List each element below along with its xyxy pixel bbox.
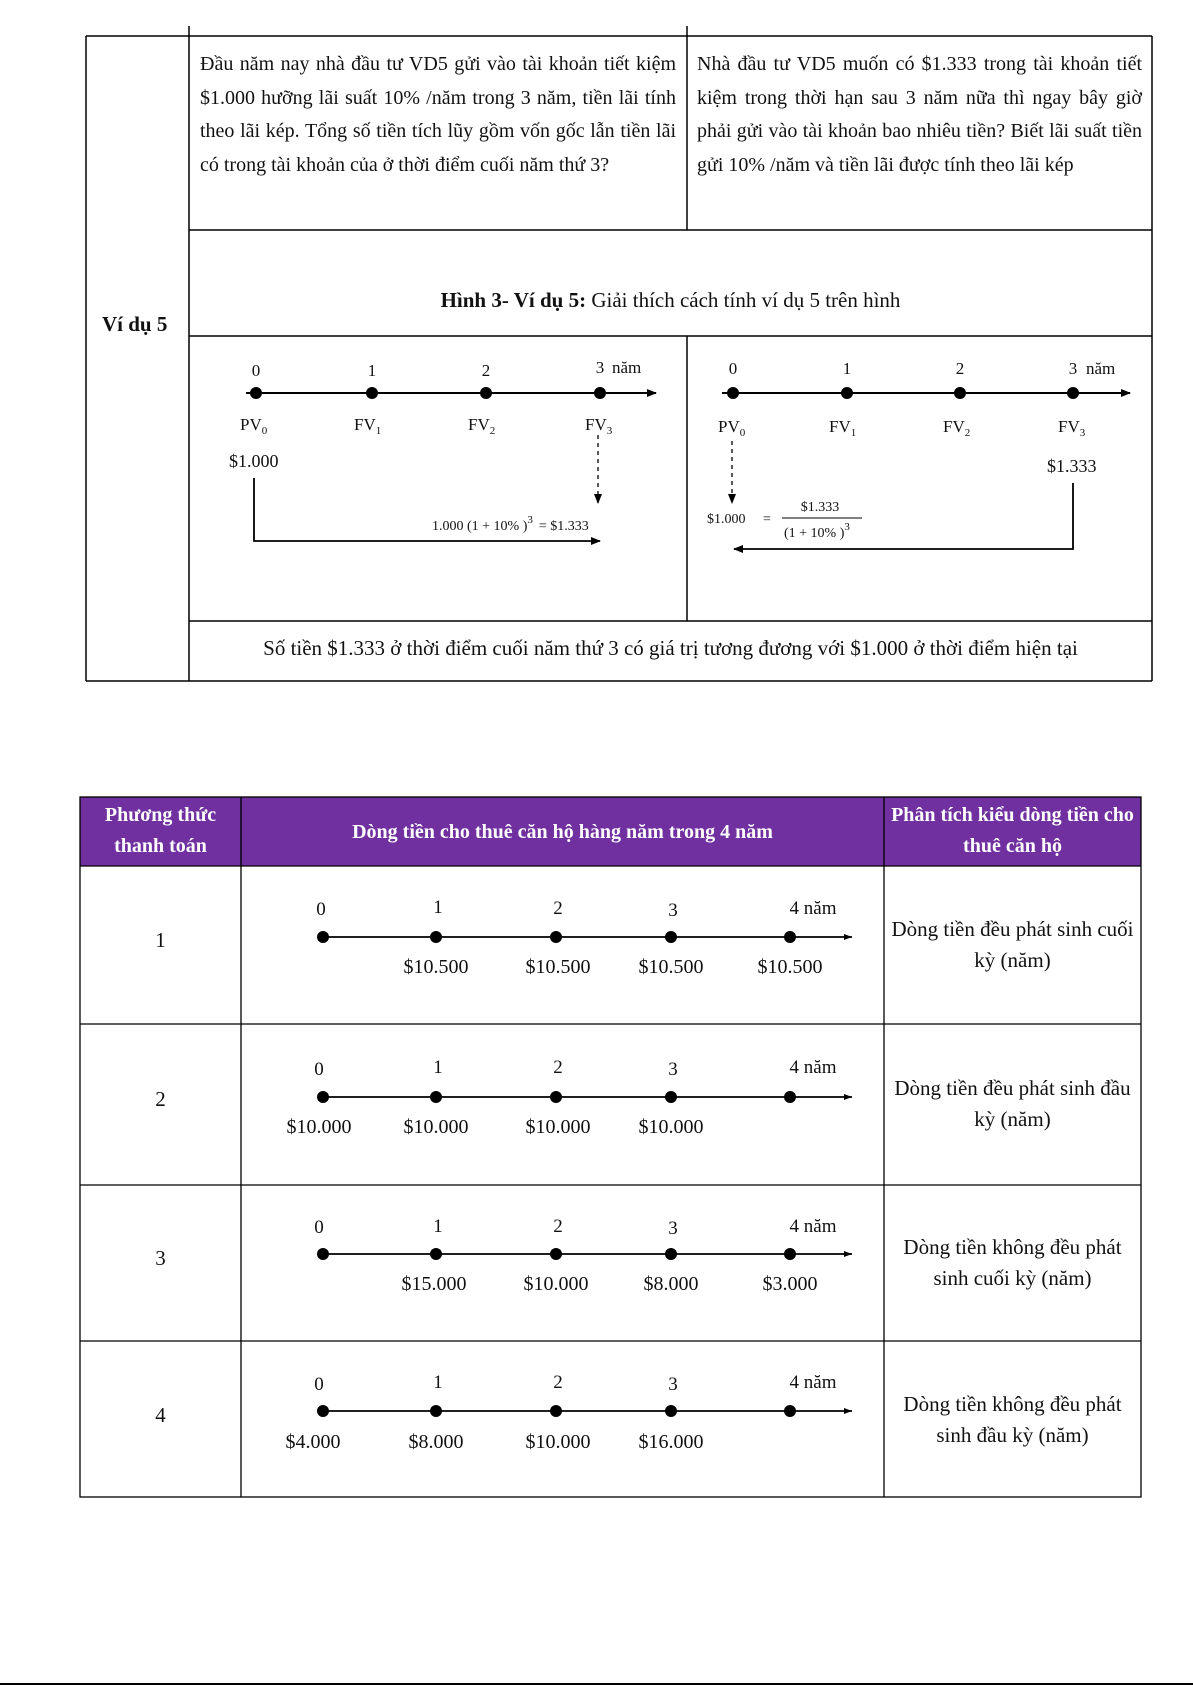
row-1-amount-4: $10.500 xyxy=(757,956,823,978)
row-3-amount-4: $3.000 xyxy=(762,1273,818,1295)
row-4-dot xyxy=(430,1405,442,1417)
header-analysis: Phân tích kiểu dòng tiền cho thuê căn hộ xyxy=(891,804,1134,857)
pv-label-fv1: $FV_1$ xyxy=(829,417,857,439)
pv-tick-1: 1 xyxy=(842,359,852,378)
pv-tick-2: 2 xyxy=(955,359,965,378)
row-1-analysis: Dòng tiền đều phát sinh cuối kỳ (năm) xyxy=(891,917,1134,972)
pv-present-amount: $1.000 xyxy=(707,512,746,527)
pv-numerator: $1.333 xyxy=(800,500,840,515)
row-2-tick-1: 1 xyxy=(433,1057,443,1078)
row-1-tick-3: 3 xyxy=(668,900,678,921)
fv-label-fv3: $FV_3$ xyxy=(585,415,613,437)
fv-tick-unit: năm xyxy=(612,358,642,377)
fv-tick-2: 2 xyxy=(481,361,491,380)
row-4-dot xyxy=(550,1405,562,1417)
row-2-tick-4: 4 năm xyxy=(789,1057,837,1078)
row-2-analysis: Dòng tiền đều phát sinh đầu kỳ (năm) xyxy=(894,1076,1131,1131)
pv-label-pv0: $PV_0$ xyxy=(718,417,746,439)
pv-denominator: (1 + 10% )$^3$ xyxy=(784,521,850,541)
row-3-tick-2: 2 xyxy=(553,1216,563,1237)
row-1-tick-1: 1 xyxy=(433,897,443,918)
row-3-amount-1: $15.000 xyxy=(401,1273,467,1295)
row-4-tick-1: 1 xyxy=(433,1372,443,1393)
fv-label-pv0: $PV_0$ xyxy=(240,415,268,437)
row-2-method: 2 xyxy=(155,1087,166,1111)
row-4-amount-0: $4.000 xyxy=(285,1431,341,1453)
row-3-amount-2: $10.000 xyxy=(523,1273,589,1295)
example-label: Ví dụ 5 xyxy=(102,312,168,336)
row-3-tick-3: 3 xyxy=(668,1218,678,1239)
fv-label-fv1: $FV_1$ xyxy=(354,415,382,437)
row-1-amount-2: $10.500 xyxy=(525,956,591,978)
row-1-method: 1 xyxy=(155,928,166,952)
row-4-tick-4: 4 năm xyxy=(789,1372,837,1393)
row-3-tick-1: 1 xyxy=(433,1216,443,1237)
row-4-dot xyxy=(784,1405,796,1417)
pv-future-amount: $1.333 xyxy=(1047,456,1097,476)
header-cashflow: Dòng tiền cho thuê căn hộ hàng năm trong 4 năm xyxy=(352,821,773,843)
row-3-analysis: Dòng tiền không đều phát sinh cuối kỳ (năm) xyxy=(903,1235,1122,1290)
conclusion-text: Số tiền $1.333 ở thời điểm cuối năm thứ 3 có giá trị tương đương với $1.000 ở thời điểm hiện tại xyxy=(263,636,1078,660)
row-4-tick-0: 0 xyxy=(314,1374,324,1395)
row-2-amount-0: $10.000 xyxy=(286,1116,352,1138)
row-2-amount-2: $10.000 xyxy=(525,1116,591,1138)
fv-formula: 1.000 (1 + 10% )$^3$ = $1.333 xyxy=(432,514,589,534)
pv-tick-3: 3 xyxy=(1068,359,1078,378)
row-4-tick-3: 3 xyxy=(668,1374,678,1395)
figure-title-rest: Giải thích cách tính ví dụ 5 trên hình xyxy=(586,288,901,312)
pv-label-fv2: $FV_2$ xyxy=(943,417,971,439)
pv-tick-0: 0 xyxy=(728,359,738,378)
header-payment-method: Phương thức thanh toán xyxy=(104,804,217,857)
fv-label-fv2: $FV_2$ xyxy=(468,415,496,437)
row-4-amount-1: $8.000 xyxy=(408,1431,464,1453)
row-1-tick-0: 0 xyxy=(316,899,326,920)
row-4-dot xyxy=(317,1405,329,1417)
pv-equals: = xyxy=(763,512,771,527)
fv-tick-0: 0 xyxy=(251,361,261,380)
problem-present-value-text: Nhà đầu tư VD5 muốn có $1.333 trong tài khoản tiết kiệm trong thời hạn sau 3 năm nữa thì ngay bây giờ phải gửi vào tài khoản bao nhiêu tiền? Biết lãi suất tiền gửi 10% /năm và tiền lãi được tính theo lãi kép xyxy=(697,53,1142,176)
fv-tick-1: 1 xyxy=(367,361,377,380)
row-1-amount-3: $10.500 xyxy=(638,956,704,978)
pv-label-fv3: $FV_3$ xyxy=(1058,417,1086,439)
row-3-amount-3: $8.000 xyxy=(643,1273,699,1295)
row-2-tick-2: 2 xyxy=(553,1057,563,1078)
row-3-tick-0: 0 xyxy=(314,1217,324,1238)
row-2-amount-1: $10.000 xyxy=(403,1116,469,1138)
row-2-tick-3: 3 xyxy=(668,1059,678,1080)
figure-title-bold: Hình 3- Ví dụ 5: xyxy=(440,288,587,312)
row-4-amount-3: $16.000 xyxy=(638,1431,704,1453)
pv-tick-unit: năm xyxy=(1086,359,1116,378)
row-1-amount-1: $10.500 xyxy=(403,956,469,978)
row-4-tick-2: 2 xyxy=(553,1372,563,1393)
row-3-tick-4: 4 năm xyxy=(789,1216,837,1237)
row-1-tick-4: 4 năm xyxy=(789,898,837,919)
row-1-tick-2: 2 xyxy=(553,898,563,919)
row-4-method: 4 xyxy=(155,1403,166,1427)
row-4-analysis: Dòng tiền không đều phát sinh đầu kỳ (năm) xyxy=(903,1392,1122,1447)
fv-tick-3: 3 xyxy=(595,358,605,377)
row-4-dot xyxy=(665,1405,677,1417)
row-2-tick-0: 0 xyxy=(314,1059,324,1080)
row-2-amount-3: $10.000 xyxy=(638,1116,704,1138)
row-3-method: 3 xyxy=(155,1246,166,1270)
fv-present-amount: $1.000 xyxy=(229,451,279,471)
row-4-amount-2: $10.000 xyxy=(525,1431,591,1453)
problem-future-value-text: Đầu năm nay nhà đầu tư VD5 gửi vào tài khoản tiết kiệm $1.000 hưỡng lãi suất 10% /năm trong 3 năm, tiền lãi tính theo lãi kép. Tổng số tiền tích lũy gồm vốn gốc lẫn tiền lãi có trong tài khoản của ở thời điểm cuối năm thứ 3? xyxy=(200,53,676,176)
